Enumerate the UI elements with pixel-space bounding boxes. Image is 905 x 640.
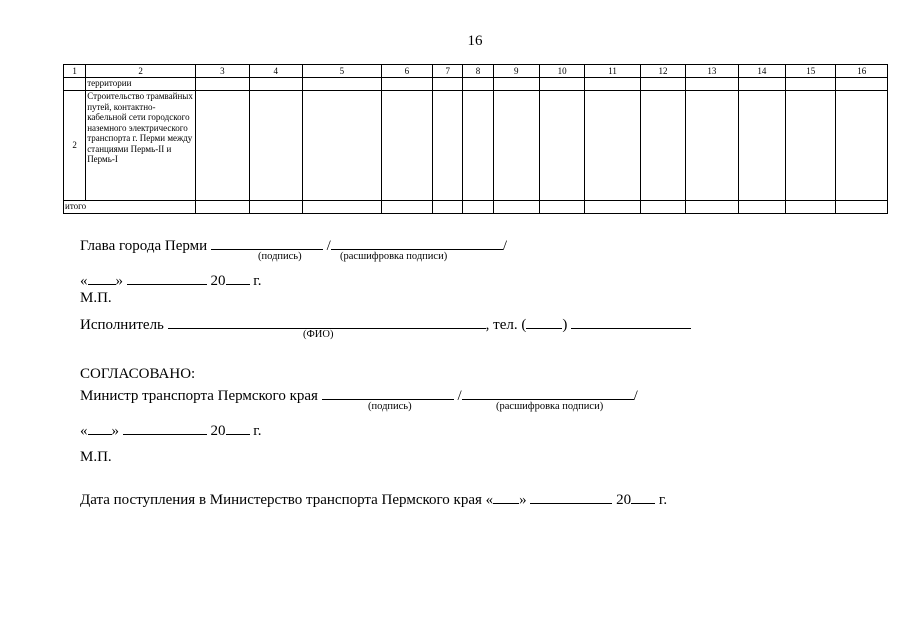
column-header: 7	[433, 65, 463, 78]
phone-code-blank[interactable]	[526, 314, 562, 329]
year-blank[interactable]	[631, 489, 655, 504]
column-header: 16	[836, 65, 888, 78]
table-total-row	[64, 201, 888, 214]
year-blank[interactable]	[226, 270, 250, 285]
caption-fio: (ФИО)	[303, 329, 334, 340]
minister-label: Министр транспорта Пермского края	[80, 388, 318, 404]
slash: /	[326, 238, 331, 254]
head-decoding-blank[interactable]	[331, 235, 503, 250]
row-number: 2	[64, 91, 86, 201]
phone-number-blank[interactable]	[571, 314, 691, 329]
row-name: Строительство трамвайных путей, контактно-кабельной сети городского наземного электрического транспорта г. Перми между станциями Пермь-II и Пермь-I	[86, 91, 196, 201]
caption-signature: (подпись)	[368, 401, 412, 412]
report-table	[63, 64, 888, 214]
month-blank[interactable]	[530, 489, 612, 504]
column-header: 8	[463, 65, 493, 78]
head-signature-blank[interactable]	[211, 235, 323, 250]
receipt-label: Дата поступления в Министерство транспорта Пермского края «	[80, 492, 494, 508]
day-blank[interactable]	[493, 489, 519, 504]
column-header: 14	[738, 65, 785, 78]
minister-signature-blank[interactable]	[322, 385, 454, 400]
column-header: 5	[303, 65, 382, 78]
day-blank[interactable]	[88, 420, 112, 435]
column-header: 15	[786, 65, 836, 78]
column-header: 9	[493, 65, 539, 78]
executor-label: Исполнитель	[80, 317, 164, 333]
date-line: « » 20 г.	[80, 270, 261, 290]
caption-decoding: (расшифровка подписи)	[340, 251, 448, 262]
row-name: территории	[86, 78, 196, 91]
row-number	[64, 78, 86, 91]
minister-signature-line: Министр транспорта Пермского края / /	[80, 385, 638, 405]
stamp-label: М.П.	[80, 290, 112, 306]
minister-decoding-blank[interactable]	[462, 385, 634, 400]
executor-line: Исполнитель , тел. ( )	[80, 314, 691, 334]
column-header: 11	[585, 65, 640, 78]
column-header: 3	[196, 65, 249, 78]
table-row	[64, 91, 888, 201]
executor-fio-blank[interactable]	[168, 314, 486, 329]
table-row	[64, 78, 888, 91]
column-header: 4	[249, 65, 302, 78]
approval-heading: СОГЛАСОВАНО:	[80, 366, 196, 382]
month-blank[interactable]	[127, 270, 207, 285]
total-label: итого	[64, 201, 196, 214]
year-blank[interactable]	[226, 420, 250, 435]
column-header: 6	[381, 65, 432, 78]
receipt-line: Дата поступления в Министерство транспорта Пермского края « » 20 г.	[80, 489, 667, 509]
head-label: Глава города Перми	[80, 238, 208, 254]
slash: /	[502, 238, 507, 254]
approval-date-line: « » 20 г.	[80, 420, 261, 440]
page-number: 16	[467, 33, 483, 49]
phone-label: , тел.	[485, 317, 518, 333]
approval-stamp-label: М.П.	[80, 449, 112, 465]
column-header: 1	[64, 65, 86, 78]
caption-decoding: (расшифровка подписи)	[496, 401, 604, 412]
column-header: 10	[539, 65, 584, 78]
month-blank[interactable]	[123, 420, 207, 435]
column-header: 13	[686, 65, 738, 78]
table-header-row	[64, 65, 888, 78]
day-blank[interactable]	[88, 270, 116, 285]
caption-signature: (подпись)	[258, 251, 302, 262]
column-header: 12	[640, 65, 685, 78]
column-header: 2	[86, 65, 196, 78]
